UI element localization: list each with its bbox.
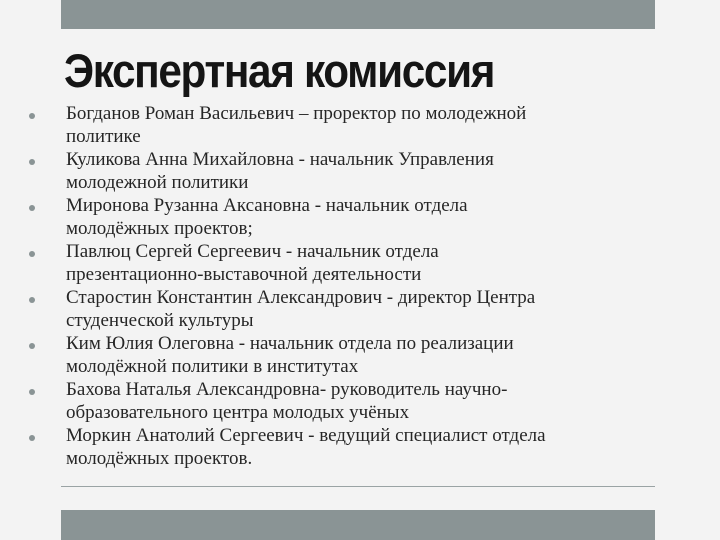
bullet-icon: [29, 113, 35, 119]
members-list: [0, 102, 700, 470]
bullet-icon: [29, 389, 35, 395]
list-item: [0, 286, 666, 332]
list-item: [0, 148, 666, 194]
bottom-accent-band: [61, 510, 655, 540]
list-item-text: презентационно-выставочной деятельности: [66, 264, 422, 285]
bullet-icon: [29, 297, 35, 303]
list-item-text: молодежной политики: [66, 172, 249, 193]
list-item: [0, 102, 666, 148]
bullet-icon: [29, 435, 35, 441]
list-item: [0, 240, 666, 286]
list-item-text: Моркин Анатолий Сергеевич - ведущий специалист отдела: [66, 425, 546, 446]
list-item: [0, 332, 666, 378]
top-accent-band: [61, 0, 655, 29]
list-item-text: Старостин Константин Александрович - директор Центра: [66, 287, 536, 308]
list-item-text: Бахова Наталья Александровна- руководитель научно-: [66, 379, 508, 400]
list-item-text: образовательного центра молодых учёных: [66, 402, 410, 423]
list-item-text: Миронова Рузанна Аксановна - начальник отдела: [66, 195, 468, 216]
list-item-text: политике: [66, 126, 141, 147]
bullet-icon: [29, 343, 35, 349]
list-item-text: Ким Юлия Олеговна - начальник отдела по реализации: [66, 333, 514, 354]
slide-title: Экспертная комиссия: [64, 44, 495, 97]
bullet-icon: [29, 205, 35, 211]
list-item-text: молодёжной политики в институтах: [66, 356, 359, 377]
list-item: [0, 194, 666, 240]
list-item-text: Куликова Анна Михайловна - начальник Управления: [66, 149, 494, 170]
list-item-text: Богданов Роман Васильевич – проректор по молодежной: [66, 103, 527, 124]
list-item-text: молодёжных проектов;: [66, 218, 253, 239]
list-item-text: молодёжных проектов.: [66, 448, 253, 469]
list-item-text: студенческой культуры: [66, 310, 254, 331]
bullet-icon: [29, 251, 35, 257]
list-item: [0, 424, 666, 470]
list-item: [0, 378, 666, 424]
bullet-icon: [29, 159, 35, 165]
divider-line: [61, 486, 655, 487]
list-item-text: Павлюц Сергей Сергеевич - начальник отдела: [66, 241, 439, 262]
